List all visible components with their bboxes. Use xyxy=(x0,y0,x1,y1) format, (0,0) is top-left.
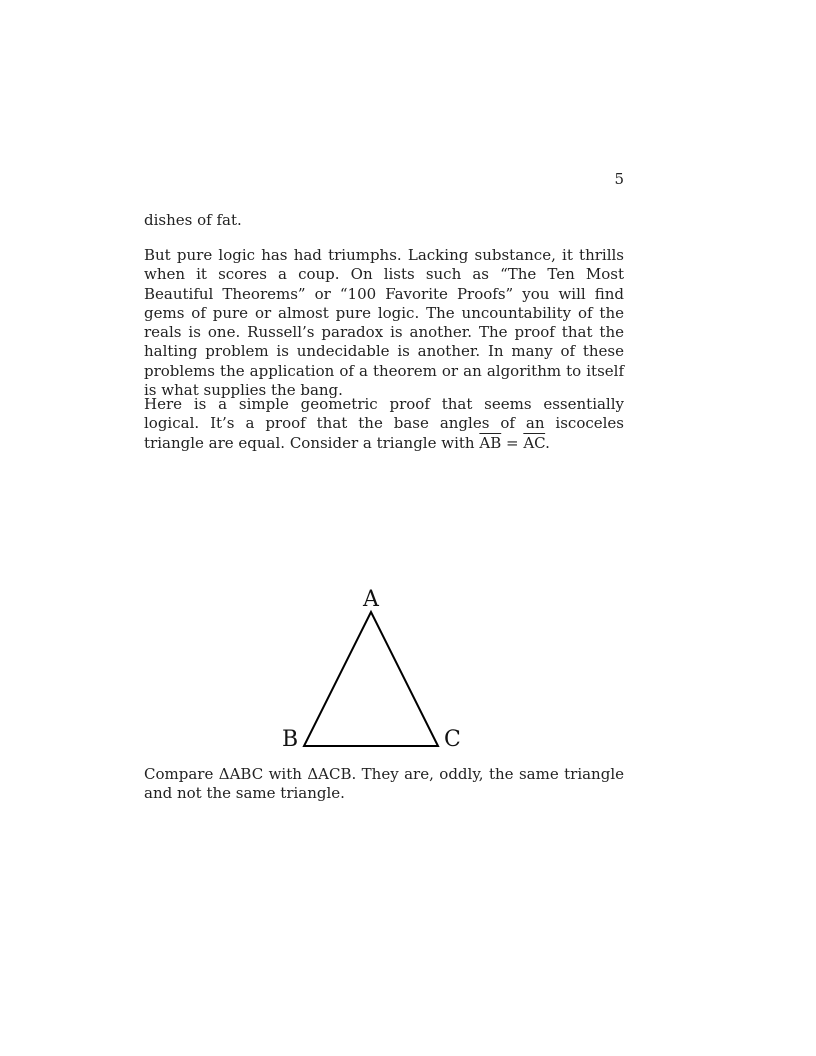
paragraph-pure-logic: But pure logic has had triumphs. Lacking substance, it thrills when it scores a coup. On lists such as “The Ten Most Beautiful Theorems” or “100 Favorite Proofs” you will find gems of pure or almost pure logic. The uncountability of the reals is one. Russell’s paradox is another. The proof that the halting problem is undecidable is another. In many of these problems the application of a theorem or an algorithm to itself is what supplies the bang. xyxy=(144,246,624,400)
triangle-diagram xyxy=(276,584,476,760)
paragraph-compare-triangles: Compare ΔABC with ΔACB. They are, oddly, the same triangle and not the same triangle. xyxy=(144,765,624,803)
segment-ab: $\overline{AB}$ xyxy=(479,433,502,452)
equals-sign: = xyxy=(501,433,524,452)
vertex-label-c: C xyxy=(444,727,461,752)
paragraph-continuation: dishes of fat. xyxy=(144,211,242,229)
paragraph-geometric-proof xyxy=(144,395,624,453)
isosceles-triangle-figure xyxy=(276,584,476,760)
page-number: 5 xyxy=(614,170,624,188)
segment-ac: $\overline{AC}$ xyxy=(523,433,546,452)
paragraph-geometric-proof-text: Here is a simple geometric proof that seems essentially logical. It’s a proof that the base angles of an iscoceles triangle are equal. Consider a triangle with xyxy=(144,395,624,452)
vertex-label-b: B xyxy=(282,727,299,752)
period: . xyxy=(545,433,550,452)
triangle-abc xyxy=(304,612,438,746)
vertex-label-a: A xyxy=(363,587,379,612)
